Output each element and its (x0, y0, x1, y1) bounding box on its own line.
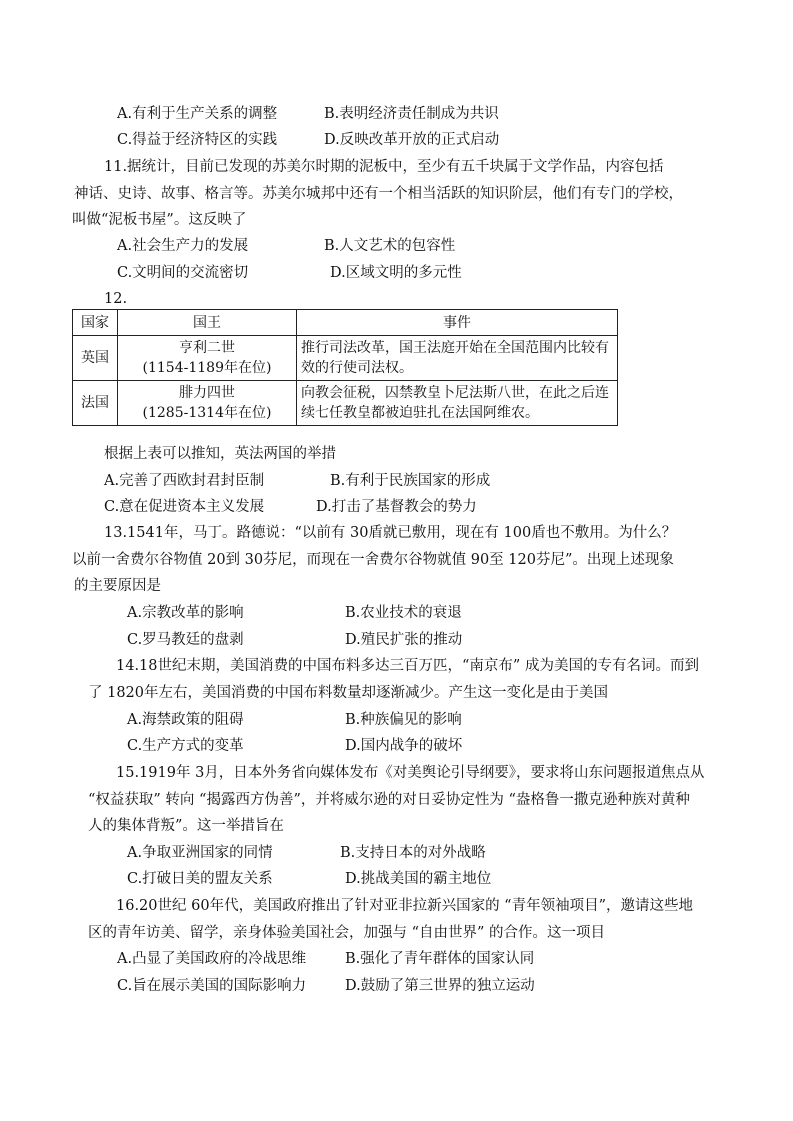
q11-option-b: B.人文艺术的包容性 (324, 238, 456, 254)
q12-option-c: C.意在促进资本主义发展 (104, 499, 265, 515)
q12-cell-event: 向教会征税，囚禁教皇卜尼法斯八世，在此之后连续七任教皇都被迫驻扎在法国阿维农。 (297, 381, 618, 426)
q12-option-d: D.打击了基督教会的势力 (316, 499, 477, 515)
q12-header-event: 事件 (297, 310, 618, 336)
table-row (73, 381, 618, 426)
q13-option-c: C.罗马教廷的盘剥 (127, 632, 244, 648)
q13-option-b: B.农业技术的衰退 (345, 605, 462, 621)
q11-option-c: C.文明间的交流密切 (117, 265, 249, 281)
q12-table (72, 309, 618, 426)
q13-stem-line-3: 的主要原因是 (74, 578, 161, 594)
q12-cell-event: 推行司法改革，国王法庭开始在全国范围内比较有效的行使司法权。 (297, 336, 618, 381)
q16-option-a: A.凸显了美国政府的冷战思维 (117, 951, 307, 967)
q12-king-name: 腓力四世 (179, 385, 235, 401)
q16-option-b: B.强化了青年群体的国家认同 (345, 951, 535, 967)
q13-stem-line-2: 以前一舍费尔谷物值 20到 30芬尼，而现在一舍费尔谷物就值 90至 120芬尼”。出现上述现象 (72, 552, 674, 568)
q14-stem-line-2: 了 1820年左右，美国消费的中国布料数量却逐渐减少。产生这一变化是由于美国 (88, 685, 609, 701)
q15-option-b: B.支持日本的对外战略 (340, 845, 486, 861)
q16-stem-line-1: 16.20世纪 60年代，美国政府推出了针对亚非拉新兴国家的 “青年领袖项目”，邀请这些地 (116, 898, 694, 914)
q15-option-d: D.挑战美国的霸主地位 (345, 871, 492, 887)
q12-cell-king (118, 381, 297, 426)
q12-stem: 根据上表可以推知，英法两国的举措 (104, 446, 336, 462)
q12-cell-country: 英国 (73, 336, 118, 381)
table-row (73, 336, 618, 381)
q14-option-d: D.国内战争的破坏 (345, 738, 463, 754)
q13-option-a: A.宗教改革的影响 (127, 605, 244, 621)
q12-header-king: 国王 (118, 310, 297, 336)
q12-option-a: A.完善了西欧封君封臣制 (104, 473, 265, 489)
q12-king-reign: (1154-1189年在位) (142, 360, 272, 376)
q11-option-a: A.社会生产力的发展 (117, 238, 249, 254)
q16-option-d: D.鼓励了第三世界的独立运动 (345, 978, 535, 994)
q13-stem-line-1: 13.1541年，马丁。路德说：“以前有 30盾就已敷用，现在有 100盾也不敷用。为什么？ (104, 525, 677, 541)
q10-option-a: A.有利于生产关系的调整 (117, 106, 278, 122)
q10-option-d: D.反映改革开放的正式启动 (324, 132, 500, 148)
q11-stem-line-1: 11.据统计，目前已发现的苏美尔时期的泥板中，至少有五千块属于文学作品，内容包括 (104, 159, 664, 175)
q14-option-a: A.海禁政策的阻碍 (127, 712, 244, 728)
q11-option-d: D.区域文明的多元性 (330, 265, 462, 281)
q13-option-d: D.殖民扩张的推动 (345, 632, 463, 648)
q14-option-c: C.生产方式的变革 (127, 738, 244, 754)
q15-stem-line-2: “权益获取” 转向 “揭露西方伪善”，并将威尔逊的对日妥协定性为 “盎格鲁一撒克逊种族对黄种 (88, 792, 690, 808)
q12-cell-king (118, 336, 297, 381)
q12-king-name: 亨利二世 (179, 340, 235, 356)
q14-stem-line-1: 14.18世纪末期，美国消费的中国布料多达三百万匹，“南京布” 成为美国的专有名词。而到 (116, 658, 699, 674)
q12-option-b: B.有利于民族国家的形成 (330, 473, 491, 489)
q10-option-c: C.得益于经济特区的实践 (117, 132, 278, 148)
q15-stem-line-1: 15.1919年 3月，日本外务省向媒体发布《对美舆论引导纲要》，要求将山东问题报道焦点从 (116, 765, 705, 781)
q12-header-country: 国家 (73, 310, 118, 336)
q16-option-c: C.旨在展示美国的国际影响力 (117, 978, 307, 994)
q12-king-reign: (1285-1314年在位) (142, 405, 272, 421)
q14-option-b: B.种族偏见的影响 (345, 712, 462, 728)
q15-option-a: A.争取亚洲国家的同情 (127, 845, 273, 861)
q15-option-c: C.打破日美的盟友关系 (127, 871, 273, 887)
q12-number: 12. (104, 291, 128, 307)
q10-option-b: B.表明经济责任制成为共识 (324, 106, 499, 122)
q11-stem-line-3: 叫做“泥板书屋”。这反映了 (72, 212, 247, 228)
q12-cell-country: 法国 (73, 381, 118, 426)
q12-table-header-row (73, 310, 618, 336)
q15-stem-line-3: 人的集体背叛”。这一举措旨在 (88, 818, 284, 834)
q11-stem-line-2: 神话、史诗、故事、格言等。苏美尔城邦中还有一个相当活跃的知识阶层，他们有专门的学校， (74, 186, 683, 202)
q16-stem-line-2: 区的青年访美、留学，亲身体验美国社会，加强与 “自由世界” 的合作。这一项目 (88, 925, 606, 941)
